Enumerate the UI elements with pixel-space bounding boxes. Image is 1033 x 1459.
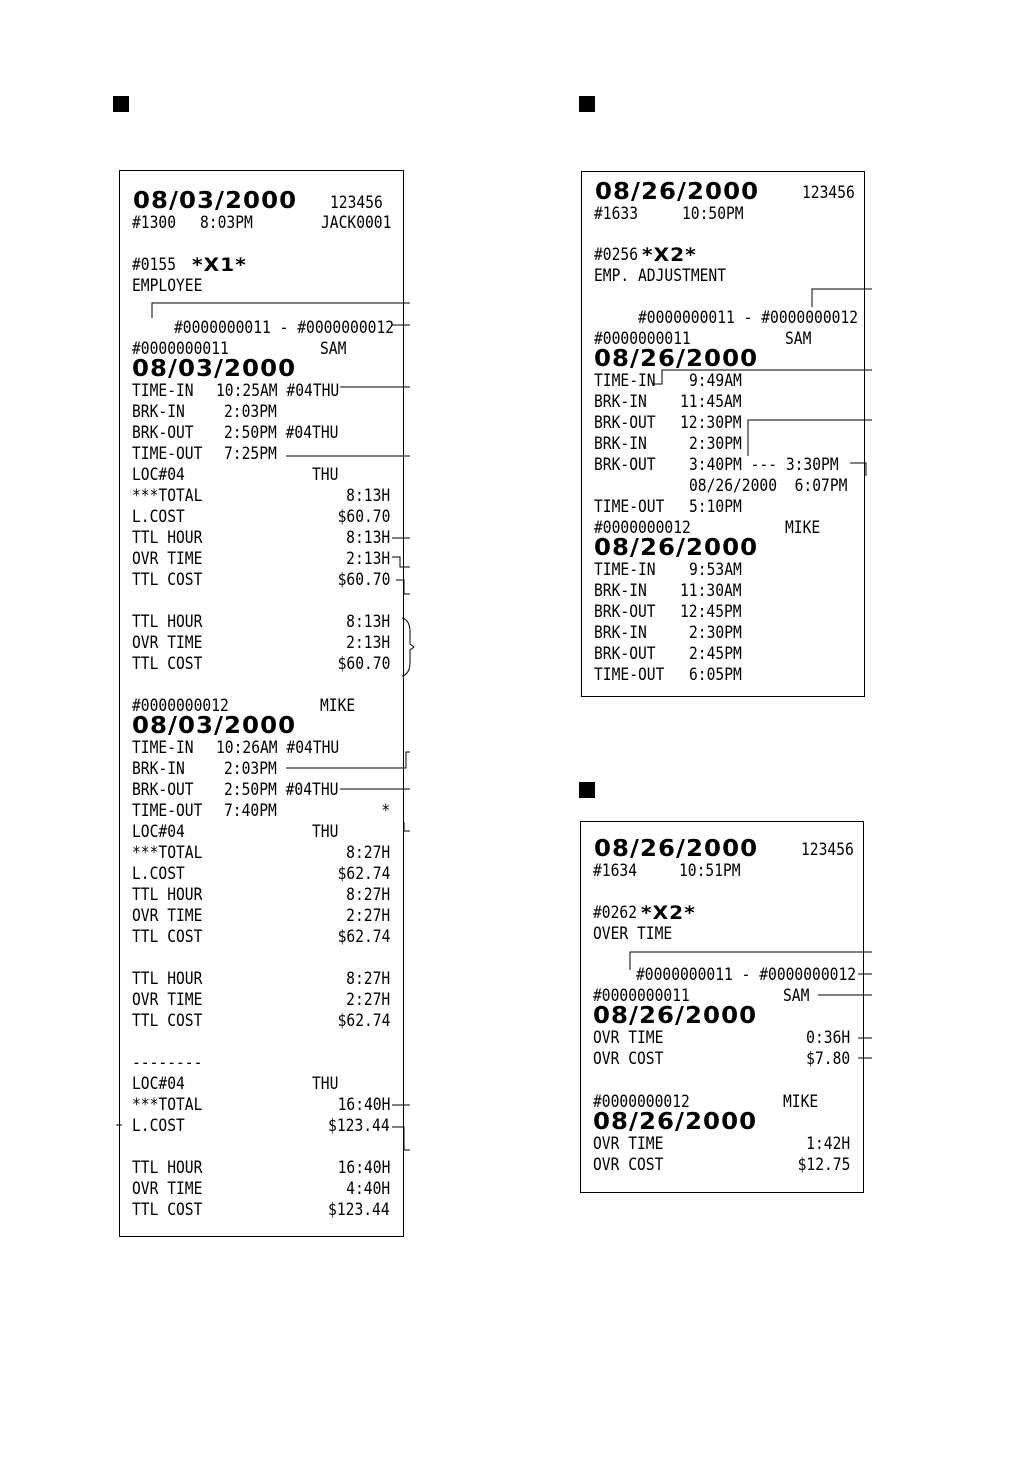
total-value: 8:13H bbox=[345, 528, 390, 548]
time-value: 2:03PM bbox=[224, 759, 277, 779]
time-value: 2:30PM bbox=[689, 623, 742, 643]
summary-label: TTL HOUR bbox=[132, 612, 203, 632]
time-label: BRK-IN bbox=[132, 759, 185, 779]
time-label: BRK-OUT bbox=[132, 780, 194, 800]
total-label: ***TOTAL bbox=[132, 1095, 203, 1115]
time-label: TIME-OUT bbox=[594, 497, 665, 517]
total-label: TTL HOUR bbox=[132, 528, 203, 548]
callout-line bbox=[396, 580, 410, 594]
report-title: EMP. ADJUSTMENT bbox=[594, 266, 727, 286]
total-value: 16:40H bbox=[337, 1095, 390, 1115]
overtime-label: OVR COST bbox=[593, 1155, 664, 1175]
employee-date: 08/03/2000 bbox=[132, 356, 297, 382]
time-label: BRK-IN bbox=[594, 392, 647, 412]
print-time: 10:50PM bbox=[682, 204, 744, 224]
total-value: $60.70 bbox=[337, 507, 390, 527]
report-title: EMPLOYEE bbox=[132, 276, 203, 296]
time-value: 6:05PM bbox=[689, 665, 742, 685]
time-label: BRK-OUT bbox=[132, 423, 194, 443]
time-value: 11:45AM bbox=[680, 392, 742, 412]
time-value: 2:50PM #04THU bbox=[224, 423, 339, 443]
total-label: TTL HOUR bbox=[132, 885, 203, 905]
time-value: 5:10PM bbox=[689, 497, 742, 517]
employee-name: MIKE bbox=[785, 518, 821, 538]
location-day: THU bbox=[312, 822, 339, 842]
time-value: 12:30PM bbox=[680, 413, 742, 433]
consecutive-number: #1634 bbox=[593, 861, 638, 881]
overtime-label: OVR COST bbox=[593, 1049, 664, 1069]
overtime-value: $7.80 bbox=[805, 1049, 850, 1069]
summary-value: 2:13H bbox=[345, 633, 390, 653]
employee-code: #0000000011 bbox=[132, 339, 229, 359]
employee-name: SAM bbox=[320, 339, 347, 359]
total-value: $123.44 bbox=[328, 1116, 390, 1136]
total-label: L.COST bbox=[132, 507, 185, 527]
employee-date: 08/26/2000 bbox=[594, 346, 759, 372]
report-number: #0155 bbox=[132, 255, 177, 275]
report-mode: *X2* bbox=[642, 244, 697, 266]
time-value: 2:03PM bbox=[224, 402, 277, 422]
machine-number: 123456 bbox=[801, 840, 854, 860]
overtime-label: OVR TIME bbox=[593, 1028, 664, 1048]
grand-value: 16:40H bbox=[337, 1158, 390, 1178]
callout-line bbox=[286, 752, 410, 768]
summary-value: 8:27H bbox=[345, 969, 390, 989]
time-value: 7:40PM bbox=[224, 801, 277, 821]
employee-date: 08/03/2000 bbox=[132, 713, 297, 739]
overtime-value: 0:36H bbox=[805, 1028, 850, 1048]
machine-number: 123456 bbox=[802, 183, 855, 203]
location-day: THU bbox=[312, 465, 339, 485]
time-label: TIME-OUT bbox=[594, 665, 665, 685]
grand-label: TTL HOUR bbox=[132, 1158, 203, 1178]
employee-name: SAM bbox=[785, 329, 812, 349]
time-value: 9:53AM bbox=[689, 560, 742, 580]
total-value: 8:13H bbox=[345, 486, 390, 506]
summary-label: OVR TIME bbox=[132, 633, 203, 653]
location-label: LOC#04 bbox=[132, 822, 185, 842]
time-label: BRK-IN bbox=[594, 434, 647, 454]
time-label: BRK-OUT bbox=[594, 602, 656, 622]
time-label: BRK-OUT bbox=[594, 644, 656, 664]
total-label: L.COST bbox=[132, 864, 185, 884]
report-number: #0256 bbox=[594, 245, 639, 265]
employee-name: MIKE bbox=[783, 1092, 819, 1112]
employee-name: MIKE bbox=[320, 696, 356, 716]
time-label: BRK-OUT bbox=[594, 413, 656, 433]
callout-line bbox=[812, 289, 872, 307]
location-day: THU bbox=[312, 1074, 339, 1094]
employee-date: 08/26/2000 bbox=[593, 1109, 758, 1135]
summary-label: TTL HOUR bbox=[132, 969, 203, 989]
report-number: #0262 bbox=[593, 903, 638, 923]
total-value: 8:27H bbox=[345, 843, 390, 863]
overtime-value: $12.75 bbox=[797, 1155, 850, 1175]
callout-line bbox=[404, 822, 410, 831]
report-title: OVER TIME bbox=[593, 924, 673, 944]
time-label: BRK-OUT bbox=[594, 455, 656, 475]
time-label: TIME-IN bbox=[594, 560, 656, 580]
callout-line bbox=[630, 952, 872, 970]
time-value: 12:45PM bbox=[680, 602, 742, 622]
summary-value: 8:13H bbox=[345, 612, 390, 632]
time-label: TIME-OUT bbox=[132, 801, 203, 821]
total-label: TTL COST bbox=[132, 927, 203, 947]
grand-value: 4:40H bbox=[345, 1179, 390, 1199]
employee-name: SAM bbox=[783, 986, 810, 1006]
time-label: BRK-IN bbox=[132, 402, 185, 422]
time-label: BRK-IN bbox=[594, 623, 647, 643]
total-label: OVR TIME bbox=[132, 906, 203, 926]
header-date: 08/03/2000 bbox=[133, 188, 298, 214]
summary-label: OVR TIME bbox=[132, 990, 203, 1010]
time-value: 10:25AM #04THU bbox=[216, 381, 340, 401]
callout-line bbox=[392, 1127, 410, 1150]
summary-label: TTL COST bbox=[132, 1011, 203, 1031]
print-time: 8:03PM bbox=[200, 213, 253, 233]
total-value: $60.70 bbox=[337, 570, 390, 590]
machine-number: 123456 bbox=[330, 193, 383, 213]
consecutive-number: #1300 bbox=[132, 213, 177, 233]
time-value: 2:45PM bbox=[689, 644, 742, 664]
time-label: TIME-OUT bbox=[132, 444, 203, 464]
employee-date: 08/26/2000 bbox=[593, 1003, 758, 1029]
employee-code: #0000000011 bbox=[594, 329, 691, 349]
clerk-name: JACK0001 bbox=[321, 213, 392, 233]
total-value: 8:27H bbox=[345, 885, 390, 905]
total-label: ***TOTAL bbox=[132, 486, 203, 506]
grand-label: OVR TIME bbox=[132, 1179, 203, 1199]
employee-code: #0000000012 bbox=[593, 1092, 690, 1112]
employee-code: #0000000012 bbox=[594, 518, 691, 538]
divider-line: -------- bbox=[132, 1053, 203, 1073]
print-time: 10:51PM bbox=[679, 861, 741, 881]
summary-label: TTL COST bbox=[132, 654, 203, 674]
header-date: 08/26/2000 bbox=[595, 179, 760, 205]
time-value: 3:40PM --- 3:30PM bbox=[689, 455, 839, 475]
time-value: 10:26AM #04THU bbox=[216, 738, 340, 758]
consecutive-number: #1633 bbox=[594, 204, 639, 224]
total-value: $62.74 bbox=[337, 927, 390, 947]
employee-code: #0000000012 bbox=[132, 696, 229, 716]
grand-label: TTL COST bbox=[132, 1200, 203, 1220]
callout-line bbox=[392, 557, 410, 567]
time-label: TIME-IN bbox=[594, 371, 656, 391]
employee-range: #0000000011 - #0000000012 bbox=[638, 308, 859, 328]
header-date: 08/26/2000 bbox=[594, 836, 759, 862]
total-value: $62.74 bbox=[337, 864, 390, 884]
employee-code: #0000000011 bbox=[593, 986, 690, 1006]
callout-line bbox=[748, 420, 872, 456]
location-label: LOC#04 bbox=[132, 1074, 185, 1094]
time-label: TIME-IN bbox=[132, 381, 194, 401]
employee-range: #0000000011 - #0000000012 bbox=[174, 318, 395, 338]
total-value: 2:27H bbox=[345, 906, 390, 926]
callout-line bbox=[152, 303, 410, 318]
callout-line bbox=[654, 370, 872, 384]
time-label: TIME-IN bbox=[132, 738, 194, 758]
total-label: L.COST bbox=[132, 1116, 185, 1136]
callout-line bbox=[402, 618, 414, 676]
summary-value: 2:27H bbox=[345, 990, 390, 1010]
time-value: 08/26/2000 6:07PM bbox=[689, 476, 848, 496]
total-label: TTL COST bbox=[132, 570, 203, 590]
time-value: 2:50PM #04THU bbox=[224, 780, 339, 800]
summary-value: $62.74 bbox=[337, 1011, 390, 1031]
total-label: OVR TIME bbox=[132, 549, 203, 569]
grand-value: $123.44 bbox=[328, 1200, 390, 1220]
employee-date: 08/26/2000 bbox=[594, 535, 759, 561]
overtime-value: 1:42H bbox=[805, 1134, 850, 1154]
location-label: LOC#04 bbox=[132, 465, 185, 485]
time-value: 11:30AM bbox=[680, 581, 742, 601]
overtime-label: OVR TIME bbox=[593, 1134, 664, 1154]
total-value: 2:13H bbox=[345, 549, 390, 569]
summary-value: $60.70 bbox=[337, 654, 390, 674]
report-mode: *X1* bbox=[192, 254, 247, 276]
time-label: BRK-IN bbox=[594, 581, 647, 601]
time-value: 7:25PM bbox=[224, 444, 277, 464]
time-value: 2:30PM bbox=[689, 434, 742, 454]
time-value: 9:49AM bbox=[689, 371, 742, 391]
total-label: ***TOTAL bbox=[132, 843, 203, 863]
employee-range: #0000000011 - #0000000012 bbox=[636, 965, 857, 985]
modified-star: * bbox=[381, 801, 390, 821]
report-mode: *X2* bbox=[641, 902, 696, 924]
callout-line bbox=[850, 463, 866, 476]
